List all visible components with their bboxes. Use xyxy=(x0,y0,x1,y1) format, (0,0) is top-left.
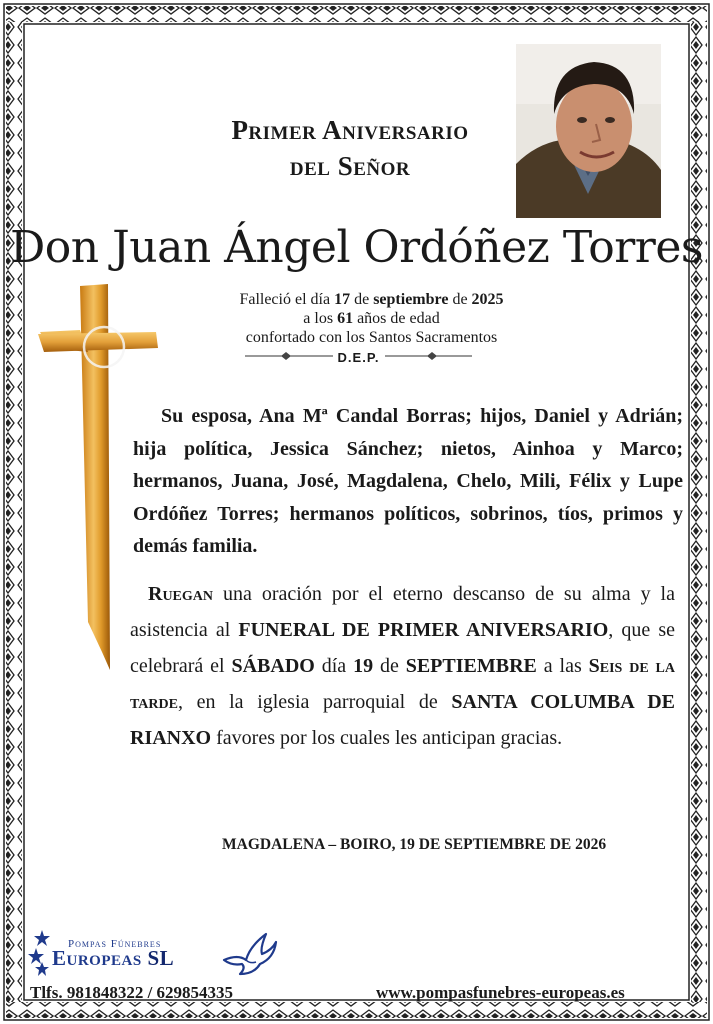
prayer-church: SANTA COLUMBA DE RIANXO xyxy=(130,691,675,749)
death-details xyxy=(200,290,543,347)
place-and-date: MAGDALENA – BOIRO, 19 DE SEPTIEMBRE DE 2026 xyxy=(222,836,607,853)
dep-divider xyxy=(245,346,472,366)
age-prefix: a los xyxy=(303,310,338,327)
death-prefix: Falleció el día xyxy=(239,291,335,308)
prayer-text-1: una oración por el eterno descanso de su alma y la asistencia al xyxy=(130,583,675,641)
company-logo-text xyxy=(52,946,174,971)
death-year: 2025 xyxy=(471,291,504,308)
prayer-time: Seis de la tarde xyxy=(130,655,676,713)
death-age-line xyxy=(200,309,543,328)
death-date-line xyxy=(200,290,543,309)
age-value: 61 xyxy=(337,310,354,327)
death-day: 17 xyxy=(334,291,351,308)
death-month-prefix: de xyxy=(350,291,374,308)
prayer-text-2: , que se celebrará el xyxy=(130,619,675,677)
dove-icon xyxy=(220,930,278,978)
prayer-ruegan: Ruegan xyxy=(148,583,214,605)
prayer-funeral: FUNERAL DE PRIMER ANIVERSARIO xyxy=(238,619,609,641)
prayer-text-4: de xyxy=(373,655,406,677)
heading-line-2: del Señor xyxy=(289,151,411,181)
company-name: Europeas xyxy=(52,946,142,970)
company-website[interactable]: www.pompasfunebres-europeas.es xyxy=(376,983,625,1002)
family-text: Su esposa, Ana Mª Candal Borras; hijos, Daniel y Adrián; hija política, Jessica Sánchez; nietos, Ainhoa y Marco; hermanos, Juana, José, Magdalena, Chelo, Mili, Félix y Lupe Ordóñez Torres; hermanos políticos, sobrinos, tíos, primos y demás familia. xyxy=(133,405,683,557)
death-month: septiembre xyxy=(373,291,449,308)
heading-line-1: Primer Aniversario xyxy=(231,115,469,145)
contact-phones: Tlfs. 981848322 / 629854335 xyxy=(30,983,234,1002)
age-suffix: años de edad xyxy=(353,310,440,327)
prayer-text-6: , en la iglesia parroquial de xyxy=(177,691,452,713)
deceased-photo xyxy=(516,44,661,218)
sacraments-line: confortado con los Santos Sacramentos xyxy=(245,329,498,346)
prayer-month: SEPTIEMBRE xyxy=(405,655,537,677)
company-tagline: Pompas Fúnebres xyxy=(68,938,162,950)
prayer-text-7: favores por los cuales les anticipan gracias. xyxy=(211,727,563,749)
anniversary-heading xyxy=(180,112,520,184)
prayer-day-number: 19 xyxy=(353,655,374,677)
company-suffix: SL xyxy=(147,946,175,970)
deceased-name: Don Juan Ángel Ordóñez Torres xyxy=(10,222,703,273)
prayer-text-3: día xyxy=(314,655,354,677)
prayer-day-name: SÁBADO xyxy=(231,655,315,677)
prayer-text xyxy=(130,576,675,756)
death-year-prefix: de xyxy=(448,291,472,308)
prayer-text-5: a las xyxy=(536,655,589,677)
dep-label: D.E.P. xyxy=(337,350,380,365)
